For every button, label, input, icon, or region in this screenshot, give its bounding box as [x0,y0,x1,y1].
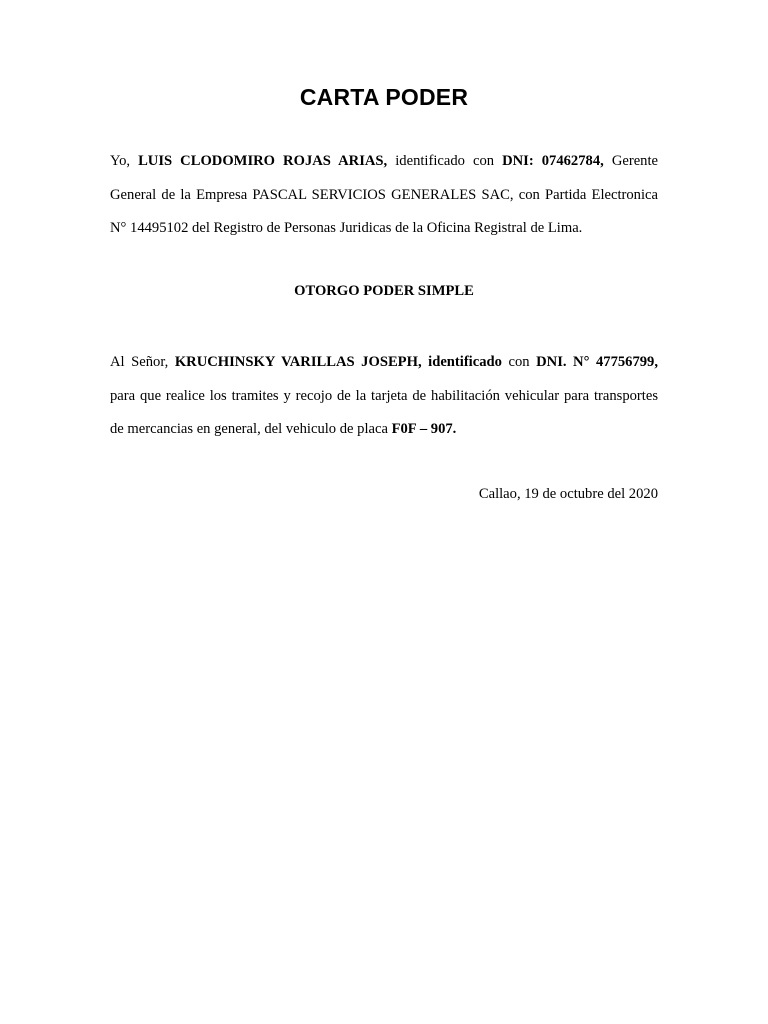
grantor-intro-text: Yo, [110,153,139,169]
grantee-con-text: con [501,354,537,370]
grantor-name: LUIS CLODOMIRO ROJAS ARIAS, [138,153,388,169]
grantee-name: KRUCHINSKY VARILLAS JOSEPH, identificado [174,354,502,370]
vehicle-plate: F0F – 907. [391,421,457,437]
grantee-paragraph [110,346,658,447]
document-title: CARTA PODER [299,84,469,110]
grantee-intro-text: Al Señor, [110,354,175,370]
grantee-purpose-text: para que realice los tramites y recojo de la tarjeta de habilitación vehicular para transportes de mercancias en general, del vehiculo de placa [110,387,658,437]
place-date-line: Callao, 19 de octubre del 2020 [478,486,658,502]
grantee-dni: DNI. N° 47756799, [536,354,659,370]
grantor-details-text: Gerente General de la Empresa PASCAL SERVICIOS GENERALES SAC, con Partida Electronica N° 14495102 del Registro de Personas Juridicas de la Oficina Registral de Lima. [110,153,658,236]
grant-heading: OTORGO PODER SIMPLE [294,283,474,299]
grantor-dni: DNI: 07462784, [502,153,604,169]
grantor-id-text: identificado con [387,153,503,169]
grantor-paragraph [110,145,658,246]
